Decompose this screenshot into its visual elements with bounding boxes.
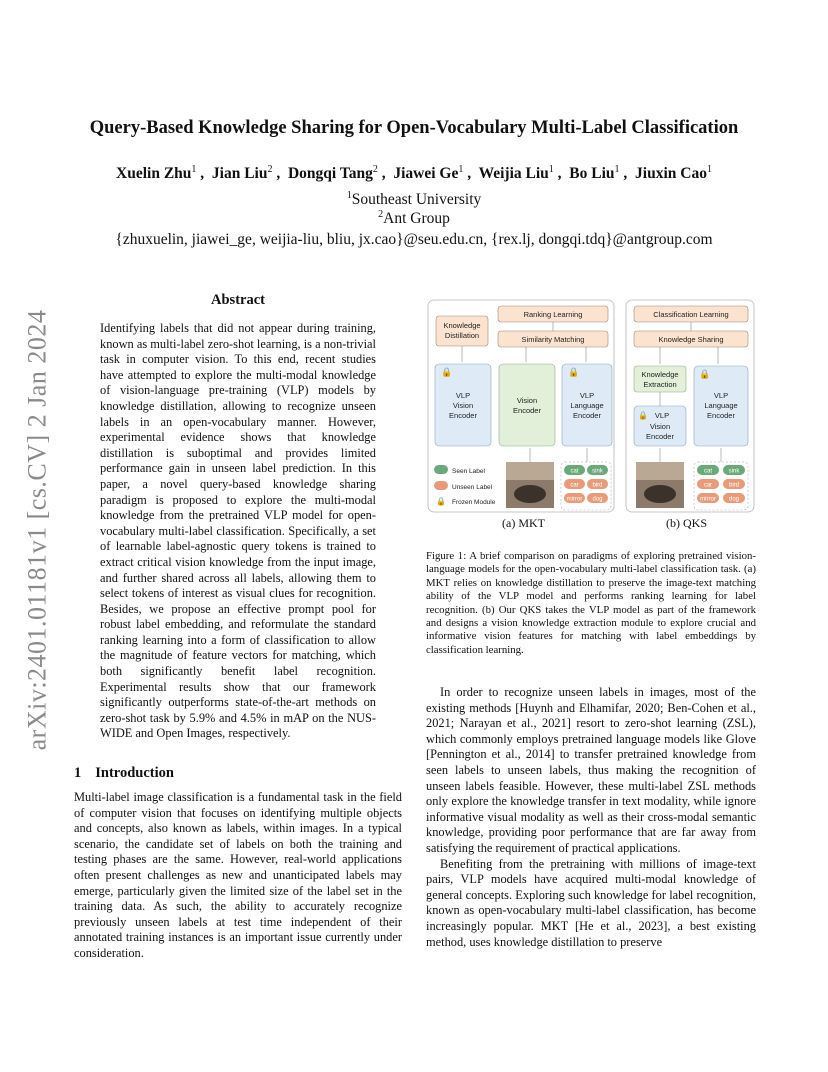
- author: Jiuxin Cao$^1$: [635, 164, 712, 183]
- lock-icon: 🔒: [441, 367, 453, 377]
- svg-text:Encoder: Encoder: [573, 411, 601, 420]
- svg-text:VLP: VLP: [713, 391, 729, 400]
- author: Dongqi Tang$^2$: [287, 164, 378, 183]
- seen-legend-swatch: [434, 465, 448, 474]
- intro-body: Multi-label image classification is a fundamental task in the field of computer vision that focuses on identifying multiple objects and concepts, also known as labels, within images. In a typical scenario, the candidate set of labels on both the training and testing phases are the same. However, real-world applications often present challenges as new and unanticipated labels may emerge, particularly given the limited size of the label set in the training data. As such, the ability to accurately recognize previously unseen labels at test time independent of their annotated training instances is an important issue currently under consideration.: [74, 790, 402, 960]
- seen-legend-label: Seen Label: [452, 468, 485, 475]
- author: Jian Liu$^2$: [211, 164, 273, 183]
- svg-text:mirror: mirror: [700, 496, 716, 503]
- paragraph: In order to recognize unseen labels in images, most of the existing methods [Huynh and Elhamifar, 2020; Ben-Cohen et al., 2021; Narayan et al., 2021] resort to zero-shot learning (ZSL), which commonly employs pretrained language models like Glove [Pennington et al., 2014] to transfer pretrained knowledge from seen labels to unseen labels, thus making the recognition of unseen labels feasible. However, these multi-label ZSL methods only explore the knowledge transfer in text modality, while ignore informative visual modality as well as their cross-modal semantic knowledge, providing poor performance that are far away from satisfying the requirement of practical applications.: [426, 685, 756, 855]
- svg-text:car: car: [570, 482, 579, 489]
- author: Bo Liu$^1$: [569, 164, 620, 183]
- lock-icon: 🔒: [568, 367, 580, 377]
- svg-text:VLP: VLP: [455, 391, 471, 400]
- svg-text:dog: dog: [728, 496, 740, 503]
- svg-text:cat: cat: [570, 468, 579, 475]
- paper-title: Query-Based Knowledge Sharing for Open-Vocabulary Multi-Label Classification: [89, 118, 739, 138]
- author-emails: {zhuxuelin, jiawei_ge, weijia-liu, bliu, jx.cao}@seu.edu.cn, {rex.lj, dongqi.tdq}@antgroup.com: [115, 231, 713, 248]
- author: Jiawei Ge$^1$: [393, 164, 464, 183]
- svg-text:Vision: Vision: [452, 401, 474, 410]
- svg-text:VLP: VLP: [579, 391, 595, 400]
- abstract-heading: Abstract: [211, 292, 265, 308]
- subfigure-caption-a: (a) MKT: [502, 516, 545, 530]
- svg-text:Encoder: Encoder: [513, 406, 541, 415]
- svg-text:sink: sink: [728, 468, 740, 475]
- lock-icon: 🔒: [436, 497, 446, 506]
- vision-encoder-box: [499, 364, 555, 446]
- lock-icon: 🔒: [699, 369, 711, 379]
- unseen-legend-swatch: [434, 481, 448, 490]
- svg-text:cat: cat: [703, 468, 713, 475]
- paragraph: Benefiting from the pretraining with millions of image-text pairs, VLP models have acquired multi-modal knowledge of general concepts. Exploring such knowledge for label recognition, known as open-vocabulary multi-label classification, has become increasingly popular. MKT [He et al., 2023], a best existing method, uses knowledge distillation to preserve: [426, 856, 756, 949]
- svg-text:Language: Language: [570, 401, 604, 410]
- svg-text:Vision: Vision: [649, 422, 671, 431]
- figure-1: [426, 298, 756, 530]
- right-column-body: [426, 685, 756, 950]
- author-list: Xuelin Zhu$^1$ , Jian Liu$^2$ , Dongqi Tang$^2$ , Jiawei Ge$^1$ , Weijia Liu$^1$ , Bo Liu$^1$ , Jiuxin Cao$^1$: [116, 164, 712, 183]
- figure-caption: Figure 1: A brief comparison on paradigms of exploring pretrained vision-language models for the open-vocabulary multi-label classification task. (a) MKT relies on knowledge distillation to preserve the image-text matching ability of the VLP model and performs ranking learning for label recognition. (b) Our QKS takes the VLP model as part of the framework and designs a vision knowledge extraction module to explore crucial and informative vision features for matching with label embeddings by classification learning.: [426, 550, 756, 656]
- affiliation: $^2$Ant Group: [378, 209, 450, 228]
- subfigure-caption-b: (b) QKS: [666, 516, 707, 530]
- svg-text:Vision: Vision: [516, 396, 538, 405]
- svg-text:Knowledge: Knowledge: [641, 370, 679, 379]
- ranking-learning-label: Ranking Learning: [523, 310, 583, 319]
- svg-text:Extraction: Extraction: [643, 380, 677, 389]
- svg-text:sink: sink: [592, 468, 603, 475]
- svg-text:mirror: mirror: [566, 496, 583, 503]
- section-heading: 1 Introduction: [74, 765, 174, 781]
- author: Weijia Liu$^1$: [478, 164, 554, 183]
- svg-text:VLP: VLP: [654, 411, 670, 420]
- similarity-label: Similarity Matching: [521, 335, 585, 344]
- svg-text:Encoder: Encoder: [449, 411, 477, 420]
- svg-text:Encoder: Encoder: [646, 432, 674, 441]
- knowledge-sharing-label: Knowledge Sharing: [658, 335, 724, 344]
- svg-text:bird: bird: [592, 482, 603, 489]
- arxiv-identifier: arXiv:2401.01181v1 [cs.CV] 2 Jan 2024: [22, 309, 51, 751]
- lock-icon: 🔒: [638, 411, 648, 420]
- svg-text:Language: Language: [704, 401, 738, 410]
- unseen-legend-label: Unseen Label: [452, 484, 493, 491]
- author: Xuelin Zhu$^1$: [116, 164, 197, 183]
- kd-label-2: Distillation: [444, 331, 480, 340]
- abstract-body: Identifying labels that did not appear during training, known as multi-label zero-shot learning, is a non-trivial task in computer vision. To this end, recent studies have attempted to explore the multi-modal knowledge of vision-language pre-training (VLP) models by knowledge distillation, allowing to recognize unseen labels in an open-vocabulary manner. However, experimental evidence shows that knowledge distillation is suboptimal and provides limited performance gain in unseen label prediction. In this paper, a novel query-based knowledge sharing paradigm is proposed to explore the multi-modal knowledge from the pretrained VLP model for open-vocabulary multi-label classification. Specifically, a set of learnable label-agnostic query tokens is trained to extract critical vision knowledge from the input image, and further shared across all labels, allowing them to select tokens of interest as visual clues for recognition. Besides, we propose an effective prompt pool for robust label embedding, and reformulate the standard ranking learning into a form of classification to allow the magnitude of feature vectors for matching, which both significantly benefit label recognition. Experimental results show that our framework significantly outperforms state-of-the-art methods on zero-shot task by 5.9% and 4.5% in mAP on the NUS-WIDE and Open Images, respectively.: [100, 321, 376, 741]
- svg-text:dog: dog: [592, 496, 603, 503]
- svg-text:Encoder: Encoder: [707, 411, 735, 420]
- classification-learning-label: Classification Learning: [653, 310, 729, 319]
- affiliation: $^1$Southeast University: [346, 190, 482, 209]
- kd-label-1: Knowledge: [443, 321, 481, 330]
- svg-text:car: car: [703, 482, 713, 489]
- svg-text:bird: bird: [728, 482, 740, 489]
- frozen-legend-label: Frozen Module: [452, 499, 496, 506]
